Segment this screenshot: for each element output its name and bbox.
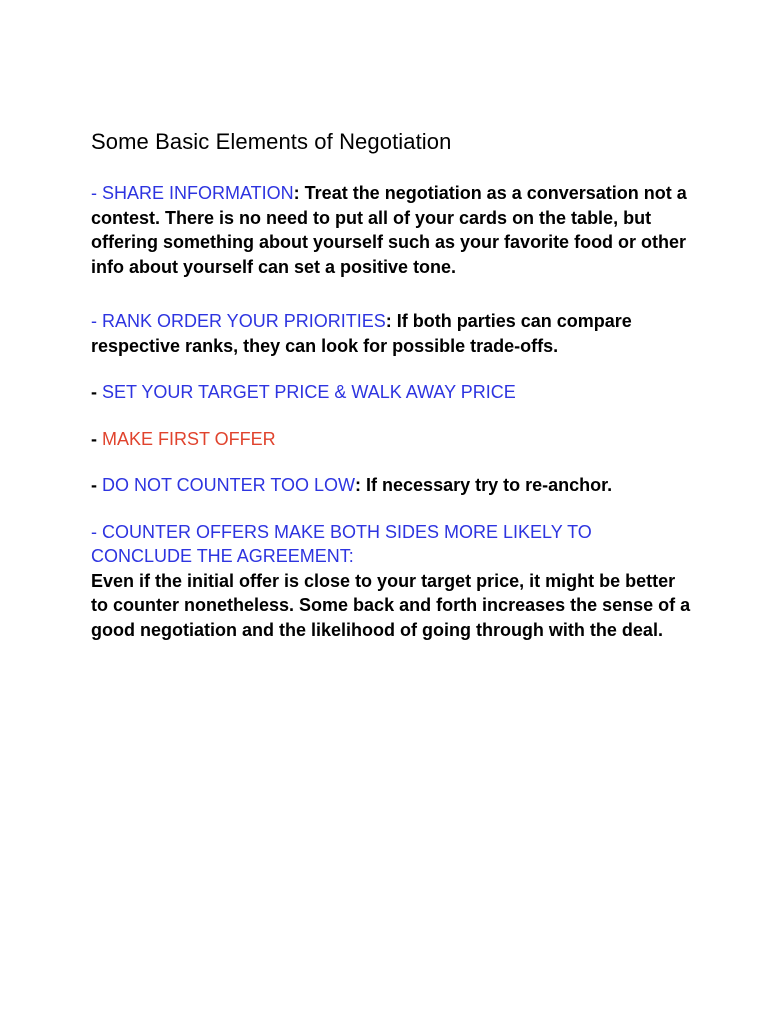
page-title: Some Basic Elements of Negotiation xyxy=(91,129,452,154)
section-heading: - RANK ORDER YOUR PRIORITIES xyxy=(91,311,386,331)
section-do-not-counter-too-low xyxy=(91,473,691,498)
section-separator: : xyxy=(293,183,300,203)
document-page xyxy=(91,127,691,642)
section-body: Treat the negotiation as a conversation not a contest. There is no need to put all of your cards on the table, but offering something about yourself such as your favorite food or other info about yourself can set a positive tone. xyxy=(91,183,687,277)
section-body: Even if the initial offer is close to your target price, it might be better to counter nonetheless. Some back and forth increases the sense of a good negotiation and the likelihood of going through with the deal. xyxy=(91,570,691,640)
section-prefix: - xyxy=(91,382,102,402)
section-body: If necessary try to re-anchor. xyxy=(361,475,613,495)
section-heading: - SHARE INFORMATION xyxy=(91,183,294,203)
section-prefix: - xyxy=(91,475,102,495)
section-rank-order-priorities xyxy=(91,309,691,358)
section-body: If both parties can compare respective ranks, they can look for possible trade-offs. xyxy=(91,311,632,356)
section-counter-offers xyxy=(91,520,691,643)
section-target-price xyxy=(91,380,691,405)
section-make-first-offer xyxy=(91,427,691,452)
section-separator: : xyxy=(385,311,392,331)
section-prefix: - xyxy=(91,428,102,449)
section-heading: MAKE FIRST OFFER xyxy=(102,428,276,449)
section-heading: - COUNTER OFFERS MAKE BOTH SIDES MORE LIKELY TO CONCLUDE THE AGREEMENT: xyxy=(91,521,592,566)
section-heading: DO NOT COUNTER TOO LOW xyxy=(102,475,356,495)
section-share-information xyxy=(91,181,691,279)
section-heading: SET YOUR TARGET PRICE & WALK AWAY PRICE xyxy=(102,382,516,402)
section-separator: : xyxy=(355,475,362,495)
